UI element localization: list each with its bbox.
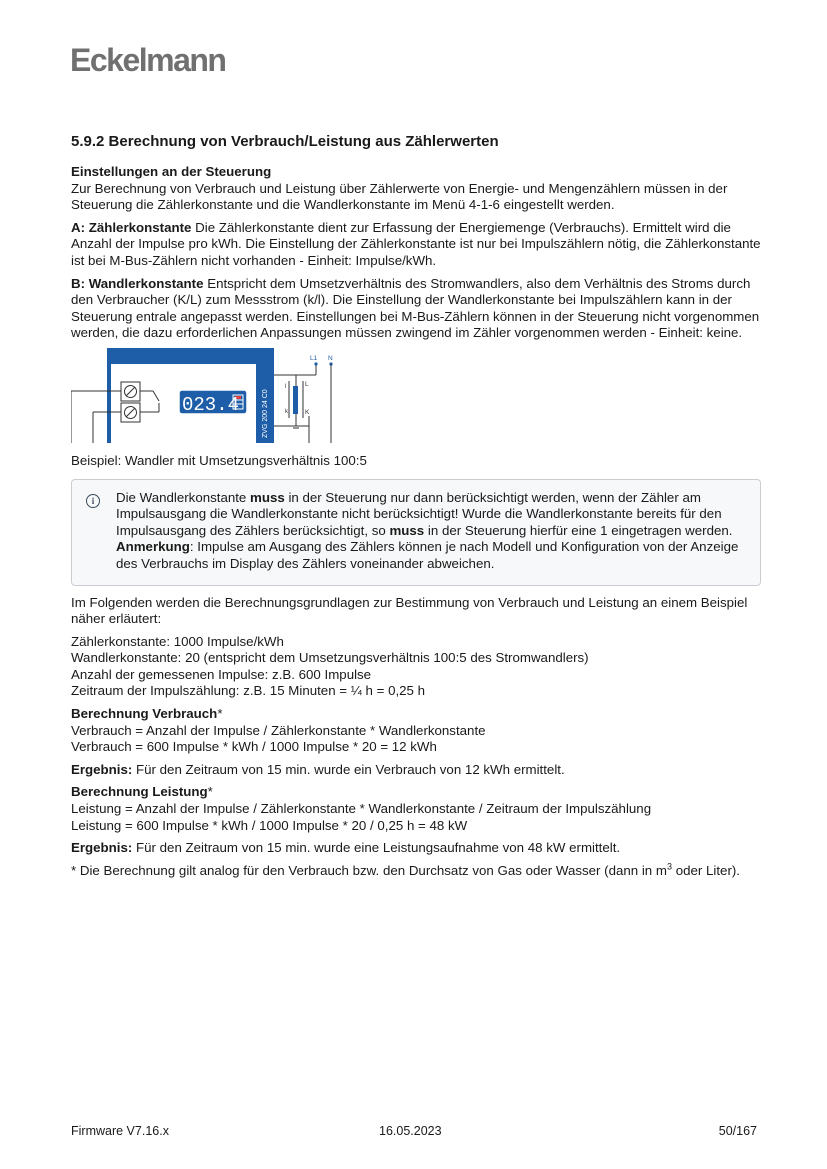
verbrauch-asterisk: * xyxy=(217,706,223,722)
zaehlerkonstante-text: Die Zählerkonstante dient zur Erfassung der Energiemenge (Verbrauchs). Ermittelt wird die Anzahl der Impulse pro kWh. Die Einstellung der Zählerkonstante ist nur bei Impulszählern nötig, die Zählerkonstante ist bei M-Bus-Zählern nicht vorhanden - Einheit: Impulse/kWh. xyxy=(71,219,761,268)
label-n: N xyxy=(328,354,333,362)
note-text-3: in der Steuerung hierfür eine 1 eingetragen werden. xyxy=(424,522,733,538)
zaehlerkonstante-label: A: Zählerkonstante xyxy=(71,219,192,235)
leistung-title: Berechnung Leistung xyxy=(71,784,208,800)
footnote-superscript: 3 xyxy=(666,861,672,872)
verbrauch-calc: Verbrauch = 600 Impulse * kWh / 1000 Impulse * 20 = 12 kWh xyxy=(71,739,437,755)
leistung-formula: Leistung = Anzahl der Impulse / Zählerkonstante * Wandlerkonstante / Zeitraum der Impulszählung xyxy=(71,801,652,817)
note-bold-anmerkung: Anmerkung xyxy=(116,539,190,555)
label-l-lower: l xyxy=(285,383,287,390)
figure-caption: Beispiel: Wandler mit Umsetzungsverhältnis 100:5 xyxy=(71,452,367,468)
footer-firmware: Firmware V7.16.x xyxy=(71,1124,169,1138)
section-heading: 5.9.2 Berechnung von Verbrauch/Leistung aus Zählerwerten xyxy=(71,133,499,150)
meter-vertical-label: ZVG 200 24 C0 xyxy=(262,389,269,438)
note-text-4: : Impulse am Ausgang des Zählers können je nach Modell und Konfiguration von der Anzeige des Verbrauchs im Display des Zählers voneinander abweichen. xyxy=(116,539,739,571)
verbrauch-formula: Verbrauch = Anzahl der Impulse / Zählerkonstante * Wandlerkonstante xyxy=(71,722,486,738)
example-values xyxy=(71,634,761,700)
footnote xyxy=(71,863,761,880)
note-bold-muss-1: muss xyxy=(250,489,285,505)
verbrauch-block xyxy=(71,706,761,756)
wandlerkonstante-paragraph xyxy=(71,276,761,342)
current-transformer xyxy=(293,386,298,414)
footnote-text-b: oder Liter). xyxy=(672,862,740,878)
wandlerkonstante-label: B: Wandlerkonstante xyxy=(71,275,204,291)
example-line-1: Zählerkonstante: 1000 Impulse/kWh xyxy=(71,633,284,649)
meter-wiring-diagram xyxy=(71,348,341,443)
eckelmann-logo: Eckelmann xyxy=(70,42,226,78)
leistung-asterisk: * xyxy=(207,784,213,800)
label-l-upper: L xyxy=(305,380,309,388)
footer-date: 16.05.2023 xyxy=(379,1124,442,1138)
leistung-block xyxy=(71,784,761,834)
leistung-calc: Leistung = 600 Impulse * kWh / 1000 Impulse * 20 / 0,25 h = 48 kW xyxy=(71,817,468,833)
leistung-result-text: Für den Zeitraum von 15 min. wurde eine Leistungsaufnahme von 48 kW ermittelt. xyxy=(132,840,621,856)
verbrauch-result-label: Ergebnis: xyxy=(71,761,133,777)
leistung-result-label: Ergebnis: xyxy=(71,840,133,856)
verbrauch-title: Berechnung Verbrauch xyxy=(71,706,218,722)
wandlerkonstante-text: Entspricht dem Umsetzverhältnis des Stromwandlers, also dem Verhältnis des Stroms durch den Verbraucher (K/L) zum Messstrom (k/l). Die Einstellung der Wandlerkonstante bei Impulszählern kann in der Steuerung entrale angepasst werden. Einstellungen bei M-Bus-Zählern können in der Steuerung nicht vorgenommen werden, die dazu erforderlichen Anpassungen müssen zwingend im Zähler vorgenommen werden - Einheit: keine. xyxy=(71,275,760,341)
note-bold-muss-2: muss xyxy=(389,522,425,538)
label-k-lower: k xyxy=(285,408,288,415)
footnote-text-a: * Die Berechnung gilt analog für den Verbrauch bzw. den Durchsatz von Gas oder Wasser (dann in m xyxy=(71,862,667,878)
l1-terminal-dot xyxy=(314,362,317,365)
main-content xyxy=(71,133,761,885)
example-intro: Im Folgenden werden die Berechnungsgrundlagen zur Bestimmung von Verbrauch und Leistung an einem Beispiel näher erläutert: xyxy=(71,594,748,627)
note-text-2: in der Steuerung nur dann berücksichtigt werden, wenn der Zähler am Impulsausgang die Wandlerkonstante nicht berücksichtigt! Wurde die Wandlerkonstante bereits für den Impulsausgang des Zählers berücksichtigt, so xyxy=(116,489,722,538)
info-note xyxy=(71,479,761,586)
label-l1: L1 xyxy=(310,354,318,362)
display-value: 023.4 xyxy=(182,393,240,416)
leistung-result xyxy=(71,840,761,857)
verbrauch-result-text: Für den Zeitraum von 15 min. wurde ein Verbrauch von 12 kWh ermittelt. xyxy=(132,761,565,777)
zaehlerkonstante-paragraph xyxy=(71,220,761,270)
verbrauch-result xyxy=(71,762,761,779)
example-line-3: Anzahl der gemessenen Impulse: z.B. 600 Impulse xyxy=(71,666,372,682)
settings-text: Zur Berechnung von Verbrauch und Leistung über Zählerwerte von Energie- und Mengenzählern müssen in der Steuerung die Zählerkonstante und die Wandlerkonstante im Menü 4-1-6 eingestellt werden. xyxy=(71,180,728,213)
settings-title: Einstellungen an der Steuerung xyxy=(71,164,272,179)
example-line-4: Zeitraum der Impulszählung: z.B. 15 Minuten = ¼ h = 0,25 h xyxy=(71,683,426,699)
label-k-upper: K xyxy=(305,408,310,416)
settings-paragraph xyxy=(71,164,761,214)
note-text-1: Die Wandlerkonstante xyxy=(116,489,251,505)
example-line-2: Wandlerkonstante: 20 (entspricht dem Umsetzungsverhältnis 100:5 des Stromwandlers) xyxy=(71,650,589,666)
info-icon: i xyxy=(86,494,100,508)
wiring-svg xyxy=(71,348,341,443)
footer-page-number: 50/167 xyxy=(718,1124,757,1138)
